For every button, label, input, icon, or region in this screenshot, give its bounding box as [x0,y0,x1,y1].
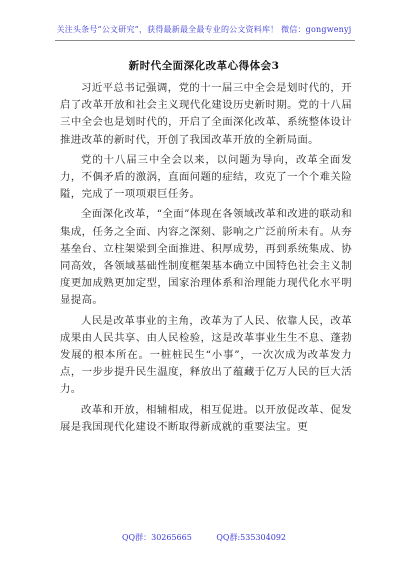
header-divider [55,40,355,41]
footer-qq-group-2: QQ群:535304092 [216,533,286,542]
body-paragraph: 党的十八届三中全会以来，以问题为导向，改革全面发力，不偶矛盾的激涡，直面问题的症结，攻克了一个个难关险隘，完成了一项项艰巨任务。 [60,153,352,201]
promo-footer [0,532,408,543]
document-title: 新时代全面深化改革心得体会3 [128,60,280,72]
document-body [60,80,352,439]
body-paragraph: 改革和开放，相辅相成，相互促进。以开放促改革、促发展是我国现代化建设不断取得新成就的重要法宝。更 [60,403,352,433]
footer-qq-group-1: QQ群：30265665 [121,533,192,542]
body-paragraph: 习近平总书记强调，党的十一届三中全会是划时代的，开启了改革开放和社会主义现代化建设历史新时期。党的十八届三中全会也是划时代的，开启了全面深化改革、系统整体设计推进改革的新时代，开创了我国改革开放的全新局面。 [60,82,352,146]
body-paragraph: 全面深化改革，“全面”体现在各领域改革和改进的联动和集成，任务之全面、内容之深刻、影响之广泛前所未有。从夯基垒台、立柱架梁到全面推进、积厚成势，再到系统集成、协同高效，各领域基础性制度框架基本确立中国特色社会主义制度更加成熟更加定型，国家治理体系和治理能力现代化水平明显提高。 [60,208,352,307]
promo-header: 关注头条号“公文研究”，获得最新最全最专业的公文资料库！ 微信：gongwenyj [56,25,352,34]
body-paragraph: 人民是改革事业的主角，改革为了人民、依靠人民，改革成果由人民共享、由人民检验，这是改革事业生生不息、蓬勃发展的根本所在。一桩桩民生“小事”，一次次成为改革发力点，一步步提升民生温度，释放出了蕴藏于亿万人民的巨大活力。 [60,314,352,396]
